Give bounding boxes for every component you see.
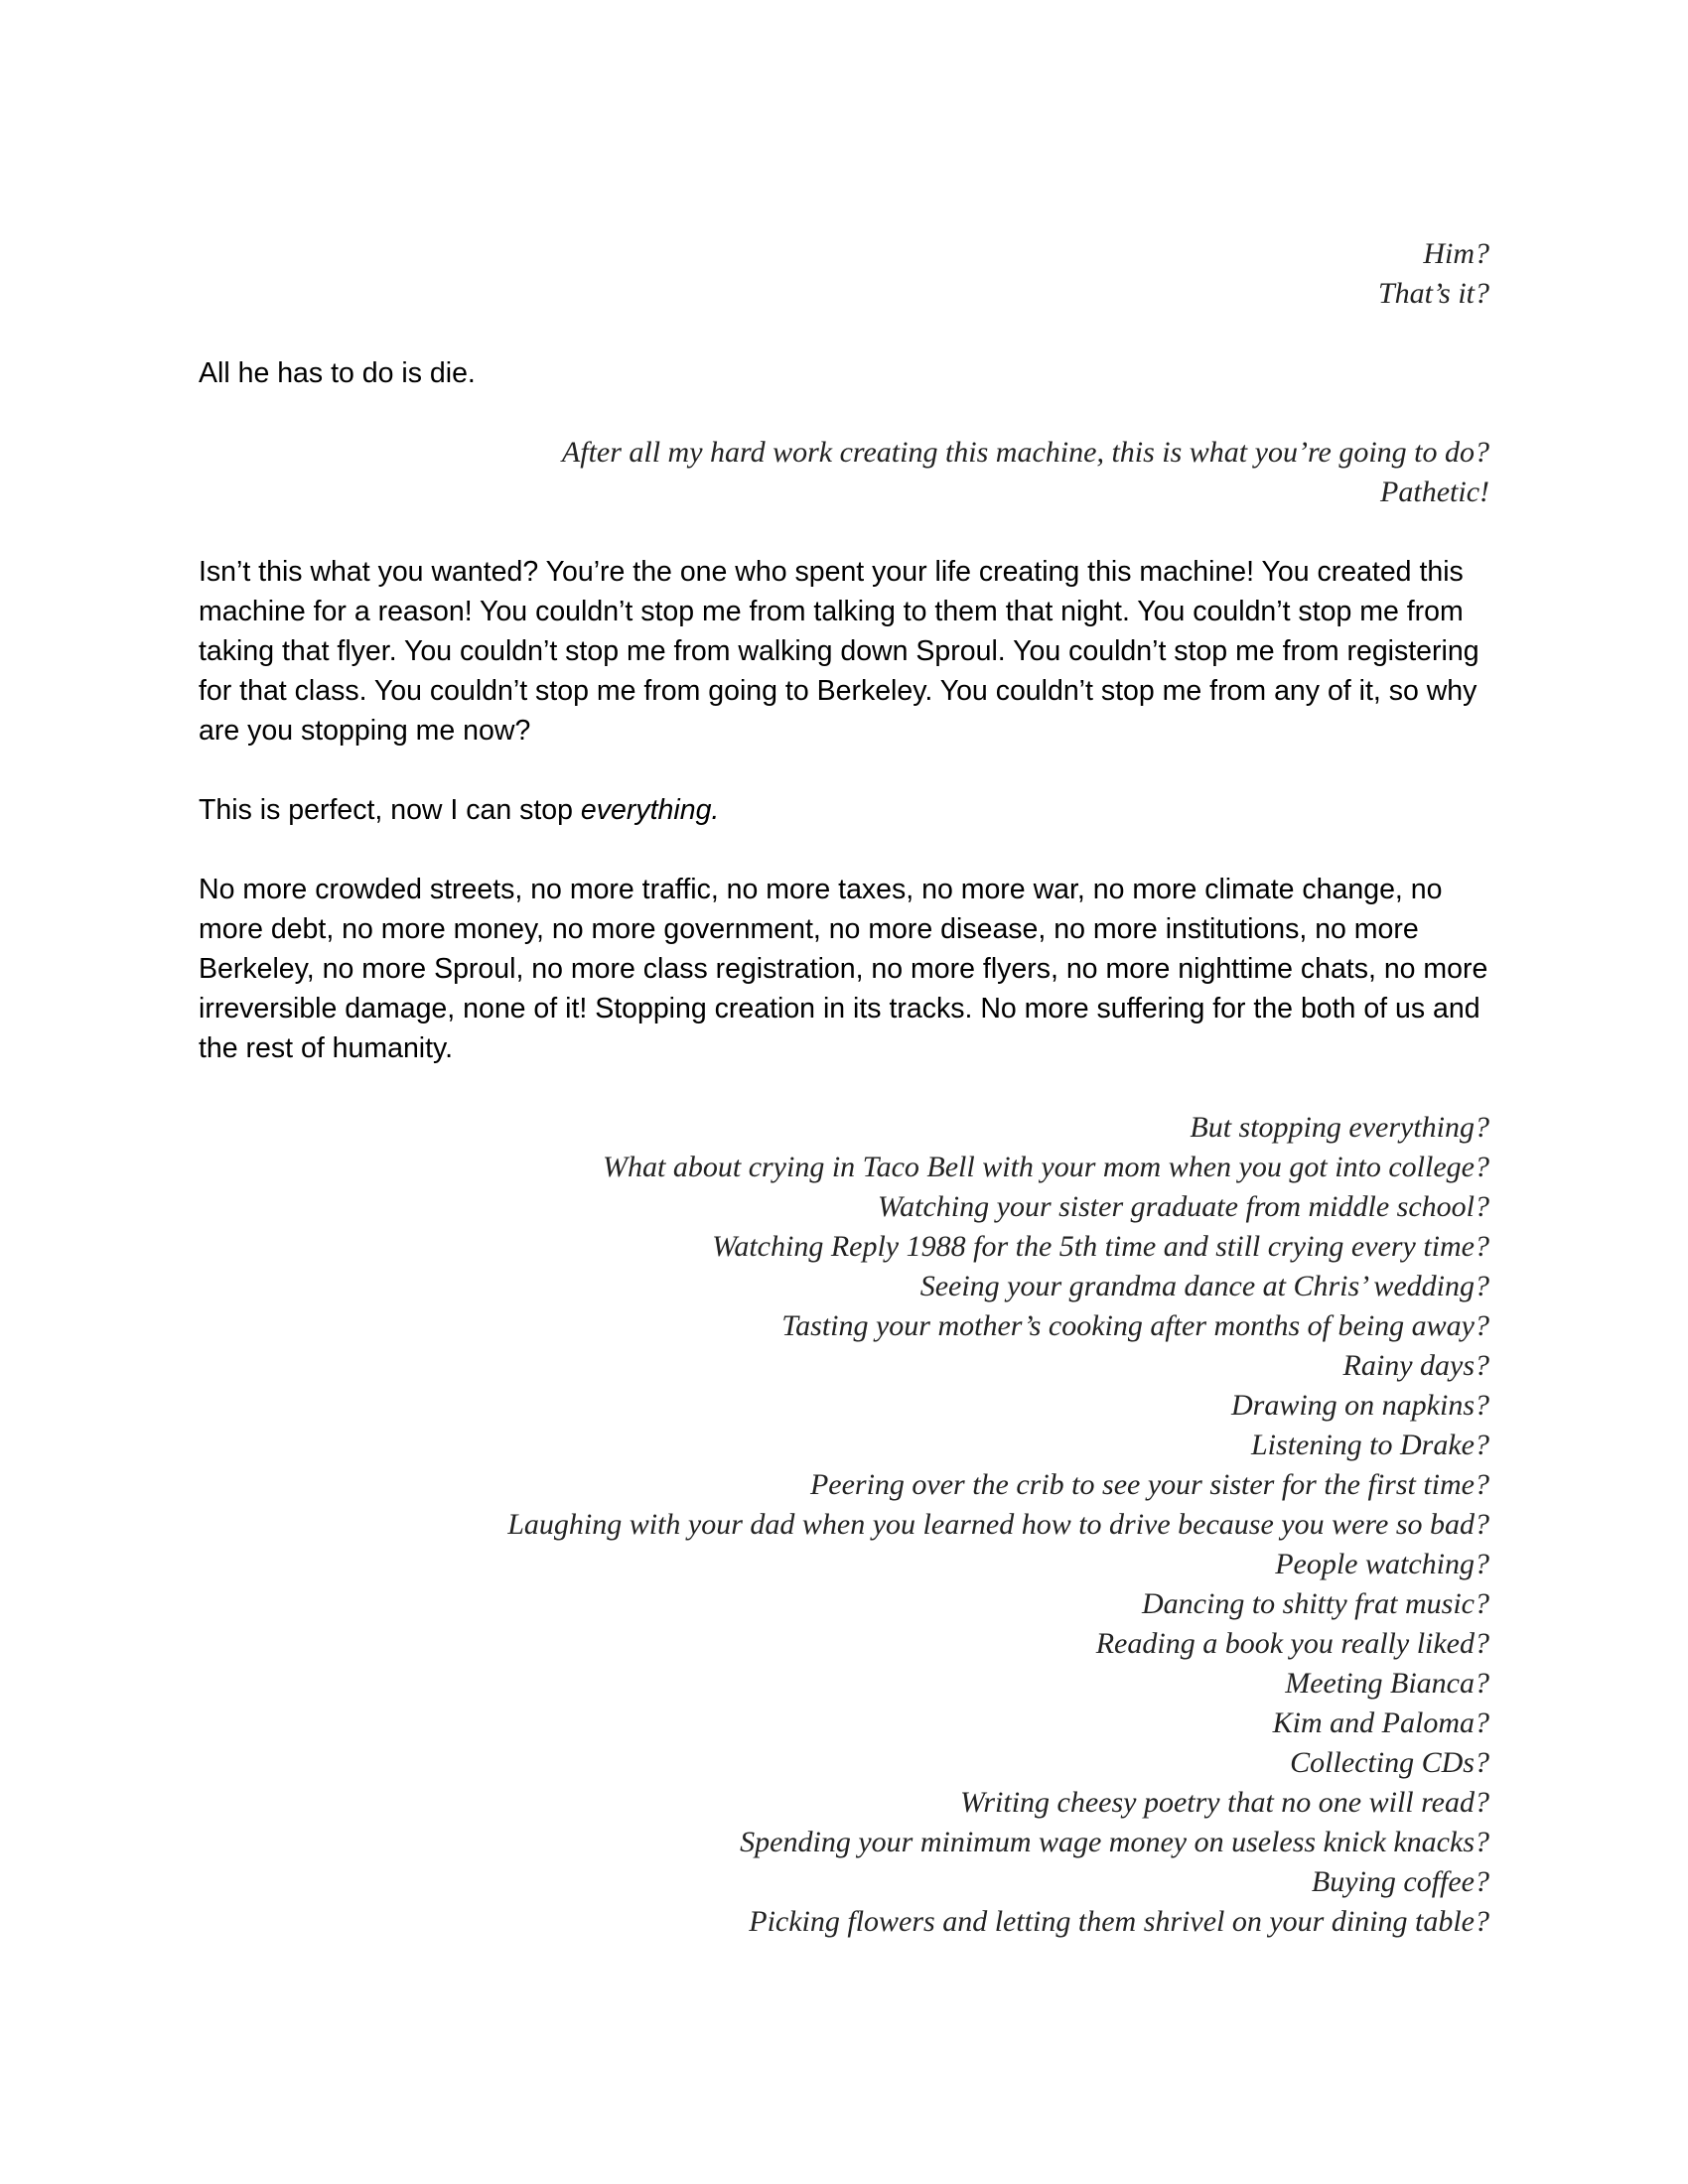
- voice-list-line: Picking flowers and letting them shrivel on your dining table?: [749, 1905, 1489, 1938]
- voice-list-line: Laughing with your dad when you learned how to drive because you were so bad?: [507, 1508, 1489, 1541]
- voice-machine-line: After all my hard work creating this machine, this is what you’re going to do?: [561, 436, 1489, 469]
- voice-list-line: People watching?: [1275, 1548, 1489, 1580]
- voice-list-line: Rainy days?: [1342, 1349, 1489, 1382]
- voice-list-block: [507, 1108, 1489, 1942]
- voice-list-line: Kim and Paloma?: [1272, 1706, 1489, 1739]
- voice-machine-line: Pathetic!: [1380, 476, 1489, 508]
- voice-list-line: Buying coffee?: [1311, 1865, 1489, 1898]
- voice-list-line: Peering over the crib to see your sister for the first time?: [809, 1468, 1489, 1501]
- voice-list-line: Collecting CDs?: [1290, 1746, 1489, 1779]
- voice-list-line: Dancing to shitty frat music?: [1142, 1587, 1489, 1620]
- no-more-paragraph: No more crowded streets, no more traffic, no more taxes, no more war, no more climate change, no more debt, no more money, no more government, no more disease, no more institutions, no more Berkeley, no more Sproul, no more class registration, no more flyers, no more nighttime chats, no more irreversible damage, none of it! Stopping creation in its tracks. No more suffering for the both of us and the rest of humanity.: [199, 874, 1488, 1064]
- voice-list-line: Drawing on napkins?: [1230, 1389, 1489, 1422]
- voice-him-line: Him?: [1423, 237, 1489, 270]
- voice-list-line: But stopping everything?: [1190, 1111, 1489, 1144]
- voice-list-line: What about crying in Taco Bell with your mom when you got into college?: [603, 1151, 1489, 1183]
- perfect-line-lead: This is perfect, now I can stop: [199, 794, 581, 826]
- voice-him-line: That’s it?: [1378, 277, 1489, 310]
- perfect-line: [199, 790, 1489, 830]
- die-line: All he has to do is die.: [199, 357, 476, 389]
- voice-list-line: Watching your sister graduate from middle school?: [877, 1190, 1489, 1223]
- perfect-line-emphasis: everything.: [580, 794, 720, 826]
- voice-list-line: Reading a book you really liked?: [1095, 1627, 1489, 1660]
- voice-machine-block: [562, 433, 1489, 512]
- voice-list-line: Tasting your mother’s cooking after months of being away?: [781, 1309, 1489, 1342]
- voice-list-line: Spending your minimum wage money on useless knick knacks?: [740, 1826, 1489, 1858]
- voice-list-line: Seeing your grandma dance at Chris’ wedding?: [919, 1270, 1489, 1302]
- voice-him-block: [1378, 234, 1489, 314]
- voice-list-line: Watching Reply 1988 for the 5th time and still crying every time?: [712, 1230, 1489, 1263]
- wanted-paragraph: Isn’t this what you wanted? You’re the one who spent your life creating this machine! You created this machine for a reason! You couldn’t stop me from talking to them that night. You couldn’t stop me from taking that flyer. You couldn’t stop me from walking down Sproul. You couldn’t stop me from registering for that class. You couldn’t stop me from going to Berkeley. You couldn’t stop me from any of it, so why are you stopping me now?: [199, 556, 1479, 747]
- voice-list-line: Listening to Drake?: [1251, 1429, 1489, 1461]
- voice-list-line: Meeting Bianca?: [1285, 1667, 1489, 1700]
- voice-list-line: Writing cheesy poetry that no one will read?: [960, 1786, 1489, 1819]
